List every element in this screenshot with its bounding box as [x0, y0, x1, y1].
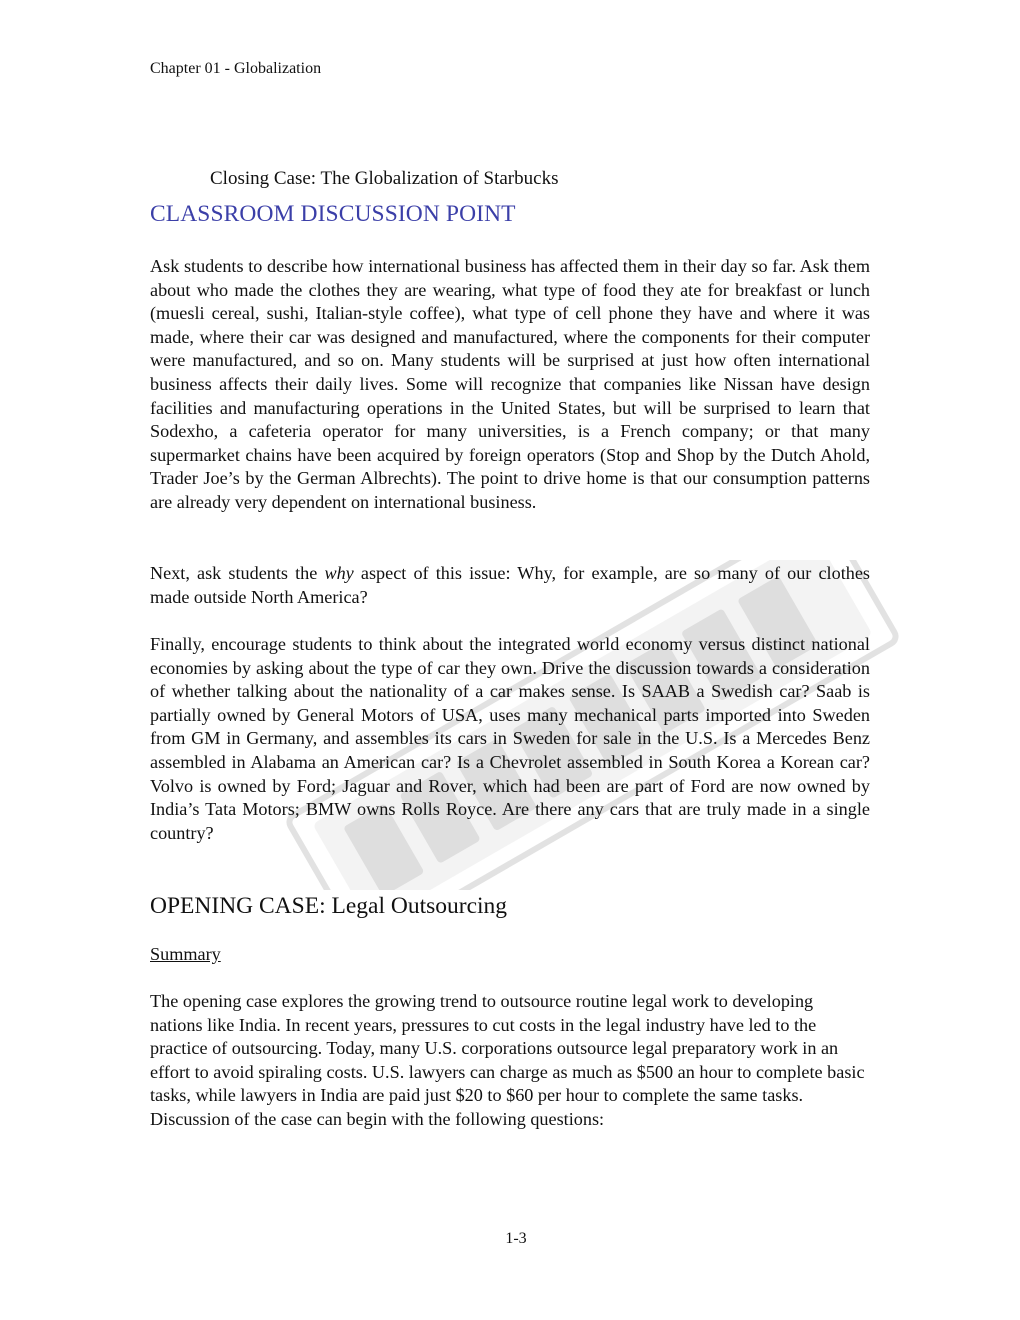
paragraph-2-lead: Next, ask students the [150, 563, 325, 583]
closing-case-title: Closing Case: The Globalization of Starbucks [210, 168, 559, 189]
summary-label: Summary [150, 944, 221, 964]
opening-case-title: OPENING CASE: Legal Outsourcing [150, 893, 508, 919]
page-number: 1-3 [505, 1230, 527, 1247]
section-heading: CLASSROOM DISCUSSION POINT [150, 201, 516, 227]
discussion-paragraph-2 [150, 562, 870, 609]
discussion-paragraph-3: Finally, encourage students to think about the integrated world economy versus distinct national economies by asking about the type of car they own. Drive the discussion towards a consideration of whether talking about the nationality of a car makes sense. Is SAAB a Swedish car? Saab is partially owned by General Motors of USA, uses many mechanical parts imported into Sweden from GM in Germany, and assembles its cars in Sweden for sale in the U.S. Is a Mercedes Benz assembled in Alabama an American car? Is a Chevrolet assembled in South Korea a Korean car? Volvo is owned by Ford; Jaguar and Rover, which had been are part of Ford are now owned by India’s Tata Motors; BMW owns Rolls Royce. Are there any cars that are truly made in a single country? [150, 634, 870, 843]
paragraph-2-rest: aspect of this issue: Why, for example, are so many of our clothes made outside North America? [150, 563, 870, 607]
discussion-paragraph-1: Ask students to describe how international business has affected them in their day so far. Ask them about who made the clothes they are wearing, what type of food they ate for breakfast or lunch (muesli cereal, sushi, Italian-style coffee), what type of cell phone they have and where it was made, where their car was designed and manufactured, where the components for their computer were manufactured, and so on. Many students will be surprised at just how often international business affects their daily lives. Some will recognize that companies like Nissan have design facilities and manufacturing operations in the United States, but will be surprised to learn that Sodexho, a cafeteria operator for many universities, is a French company; or that many supermarket chains have been acquired by foreign operators (Stop and Shop by the Dutch Ahold, Trader Joe’s by the German Albrechts). The point to drive home is that our consumption patterns are already very dependent on international business. [150, 256, 870, 512]
summary-paragraph: The opening case explores the growing trend to outsource routine legal work to developing nations like India. In recent years, pressures to cut costs in the legal industry have led to the practice of outsourcing. Today, many U.S. corporations outsource legal preparatory work in an effort to avoid spiraling costs. U.S. lawyers can charge as much as $500 an hour to complete basic tasks, while lawyers in India are paid just $20 to $60 per hour to complete the same tasks. Discussion of the case can begin with the following questions: [150, 991, 865, 1129]
emphasis-why: why [324, 563, 354, 583]
page-header: Chapter 01 - Globalization [150, 60, 322, 77]
